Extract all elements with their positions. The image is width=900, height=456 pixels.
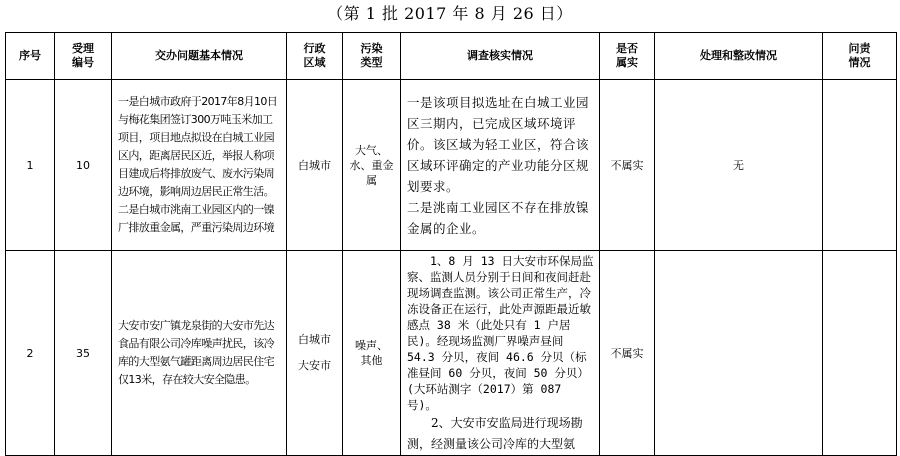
cell-issue: 大安市安广镇龙泉街的大安市先达食品有限公司冷库噪声扰民，该冷库的大型氨气罐距离周边居民住宅仅13米，存在较大安全隐患。 xyxy=(112,251,287,456)
cell-accountability xyxy=(823,251,897,456)
cell-is-true: 不属实 xyxy=(600,251,655,456)
cell-pollution: 噪声、其他 xyxy=(343,251,401,456)
header-accountability: 问责情况 xyxy=(823,33,897,80)
header-handling: 处理和整改情况 xyxy=(655,33,823,80)
cell-accept-no: 10 xyxy=(55,80,112,251)
supervision-table xyxy=(5,32,897,456)
table-row xyxy=(6,251,897,456)
header-is-true: 是否属实 xyxy=(600,33,655,80)
header-issue: 交办问题基本情况 xyxy=(112,33,287,80)
cell-handling: 无 xyxy=(655,80,823,251)
cell-is-true: 不属实 xyxy=(600,80,655,251)
cell-handling xyxy=(655,251,823,456)
header-region: 行政区域 xyxy=(287,33,343,80)
header-accept-no: 受理编号 xyxy=(55,33,112,80)
cell-region: 白城市 xyxy=(287,80,343,251)
cell-verification xyxy=(401,251,600,456)
batch-title: （第 1 批 2017 年 8 月 26 日） xyxy=(327,4,573,23)
header-verification: 调查核实情况 xyxy=(401,33,600,80)
cell-seq: 1 xyxy=(6,80,55,251)
cell-region: 白城市大安市 xyxy=(287,251,343,456)
table-header-row xyxy=(6,33,897,80)
cell-issue: 一是白城市政府于2017年8月10日与梅花集团签订300万吨玉米加工项目，项目地点拟设在白城工业园区内，距离居民区近，举报人称项目建成后将排放废气、废水污染周边环境，影响周边居民正常生活。 二是白城市洮南工业园区内的一镍厂排放重金属，严重污染周边环境 xyxy=(112,80,287,251)
verification-paragraph-2: 2、大安市安监局进行现场勘测，经测量该公司冷库的大型氨 xyxy=(407,416,583,451)
header-pollution: 污染类型 xyxy=(343,33,401,80)
cell-verification: 一是该项目拟选址在白城工业园区三期内，已完成区域环境评价。该区域为轻工业区，符合该区域环评确定的产业功能分区规划要求。 二是洮南工业园区不存在排放镍金属的企业。 xyxy=(401,80,600,251)
cell-pollution: 大气、水、重金属 xyxy=(343,80,401,251)
cell-accept-no: 35 xyxy=(55,251,112,456)
verification-paragraph-1: 1、8 月 13 日大安市环保局监察、监测人员分别于日间和夜间赶赴现场调查监测。该公司正常生产，冷冻设备正在运行，此处声源距最近敏感点 38 米（此处只有 1 户居民)。经现场监测厂界噪声昼间 54.3 分贝，夜间 46.6 分贝（标准昼间 60 分贝，夜间 50 分贝）(大环站测字（2017）第 087 号)。 xyxy=(407,254,594,412)
cell-seq: 2 xyxy=(6,251,55,456)
header-seq: 序号 xyxy=(6,33,55,80)
table-row xyxy=(6,80,897,251)
cell-accountability xyxy=(823,80,897,251)
